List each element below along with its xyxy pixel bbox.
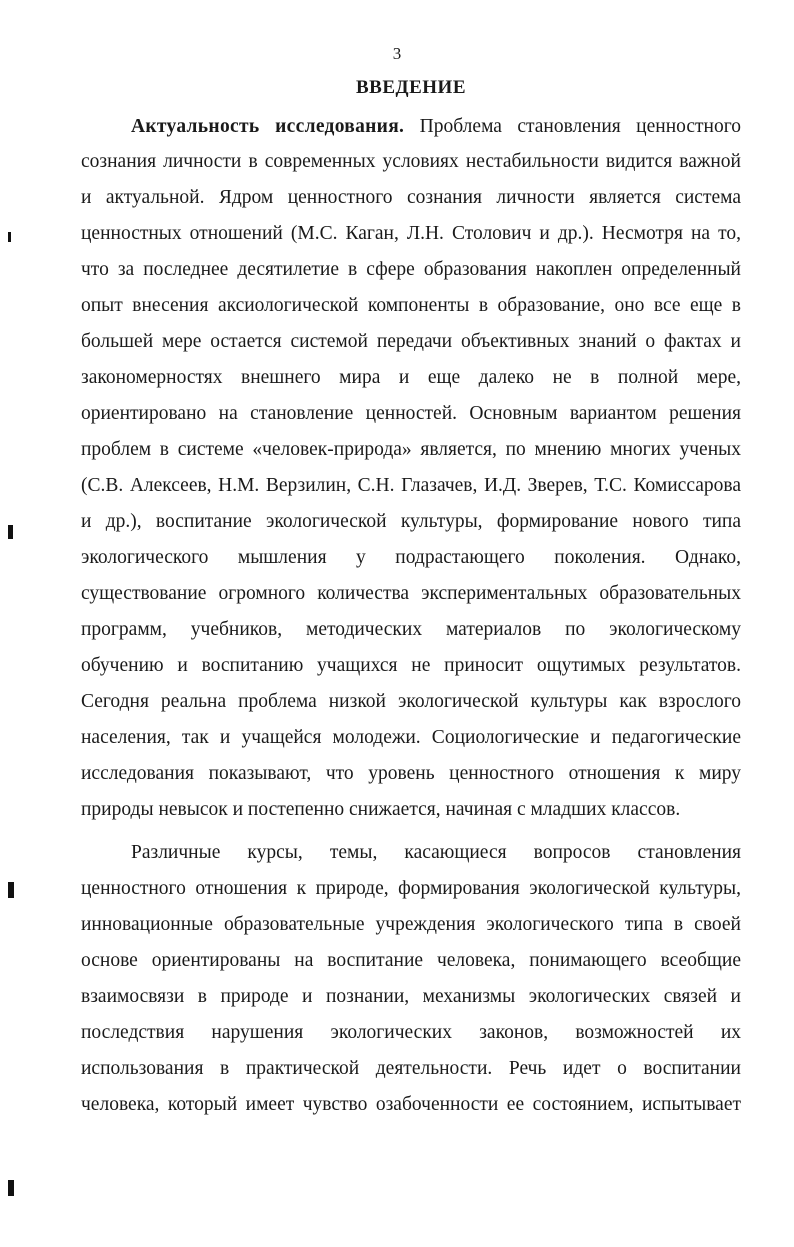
- text-line: и актуальной. Ядром ценностного сознания личности является система: [81, 187, 741, 208]
- text-line: человека, который имеет чувство озабоченности ее состоянием, испытывает: [81, 1094, 741, 1115]
- paragraph-2-first-line: Различные курсы, темы, касающиеся вопросов становления: [131, 842, 741, 863]
- text-line: закономерностях внешнего мира и еще далеко не в полной мере,: [81, 367, 741, 388]
- text-line: опыт внесения аксиологической компоненты в образование, оно все еще в: [81, 295, 741, 316]
- page-number: 3: [392, 44, 402, 63]
- paragraph-lead: Актуальность исследования.: [131, 116, 405, 137]
- section-heading: ВВЕДЕНИЕ: [356, 77, 466, 98]
- text-line: программ, учебников, методических материалов по экологическому: [81, 619, 741, 640]
- text-line: природы невысок и постепенно снижается, начиная с младших классов.: [81, 799, 681, 820]
- text-line: что за последнее десятилетие в сфере образования накоплен определенный: [81, 259, 741, 280]
- first-line-text: Проблема становления ценностного: [404, 116, 741, 137]
- text-line: основе ориентированы на воспитание человека, понимающего всеобщие: [81, 950, 741, 971]
- text-line: ценностных отношений (М.С. Каган, Л.Н. Столович и др.). Несмотря на то,: [81, 223, 741, 244]
- paragraph-1-first-line: [131, 114, 741, 140]
- text-line: большей мере остается системой передачи объективных знаний о фактах и: [81, 331, 741, 352]
- text-line: взаимосвязи в природе и познании, механизмы экологических связей и: [81, 986, 741, 1007]
- text-line: Сегодня реальна проблема низкой экологической культуры как взрослого: [81, 691, 741, 712]
- scan-mark: [8, 1180, 14, 1196]
- text-line: ценностного отношения к природе, формирования экологической культуры,: [81, 878, 741, 899]
- text-line: последствия нарушения экологических законов, возможностей их: [81, 1022, 741, 1043]
- text-line: существование огромного количества экспериментальных образовательных: [81, 583, 741, 604]
- text-line: обучению и воспитанию учащихся не приносит ощутимых результатов.: [81, 655, 741, 676]
- text-line: и др.), воспитание экологической культуры, формирование нового типа: [81, 511, 741, 532]
- scan-mark: [8, 882, 14, 898]
- text-line: ориентировано на становление ценностей. Основным вариантом решения: [81, 403, 741, 424]
- text-line: использования в практической деятельности. Речь идет о воспитании: [81, 1058, 741, 1079]
- text-line: проблем в системе «человек-природа» является, по мнению многих ученых: [81, 439, 741, 460]
- text-line: сознания личности в современных условиях нестабильности видится важной: [81, 151, 741, 172]
- scan-mark: [8, 232, 11, 242]
- text-line: (С.В. Алексеев, Н.М. Верзилин, С.Н. Глазачев, И.Д. Зверев, Т.С. Комиссарова: [81, 475, 741, 496]
- text-line: населения, так и учащейся молодежи. Социологические и педагогические: [81, 727, 741, 748]
- text-line: исследования показывают, что уровень ценностного отношения к миру: [81, 763, 741, 784]
- text-line: экологического мышления у подрастающего поколения. Однако,: [81, 547, 741, 568]
- scan-mark: [8, 525, 13, 539]
- text-line: инновационные образовательные учреждения экологического типа в своей: [81, 914, 741, 935]
